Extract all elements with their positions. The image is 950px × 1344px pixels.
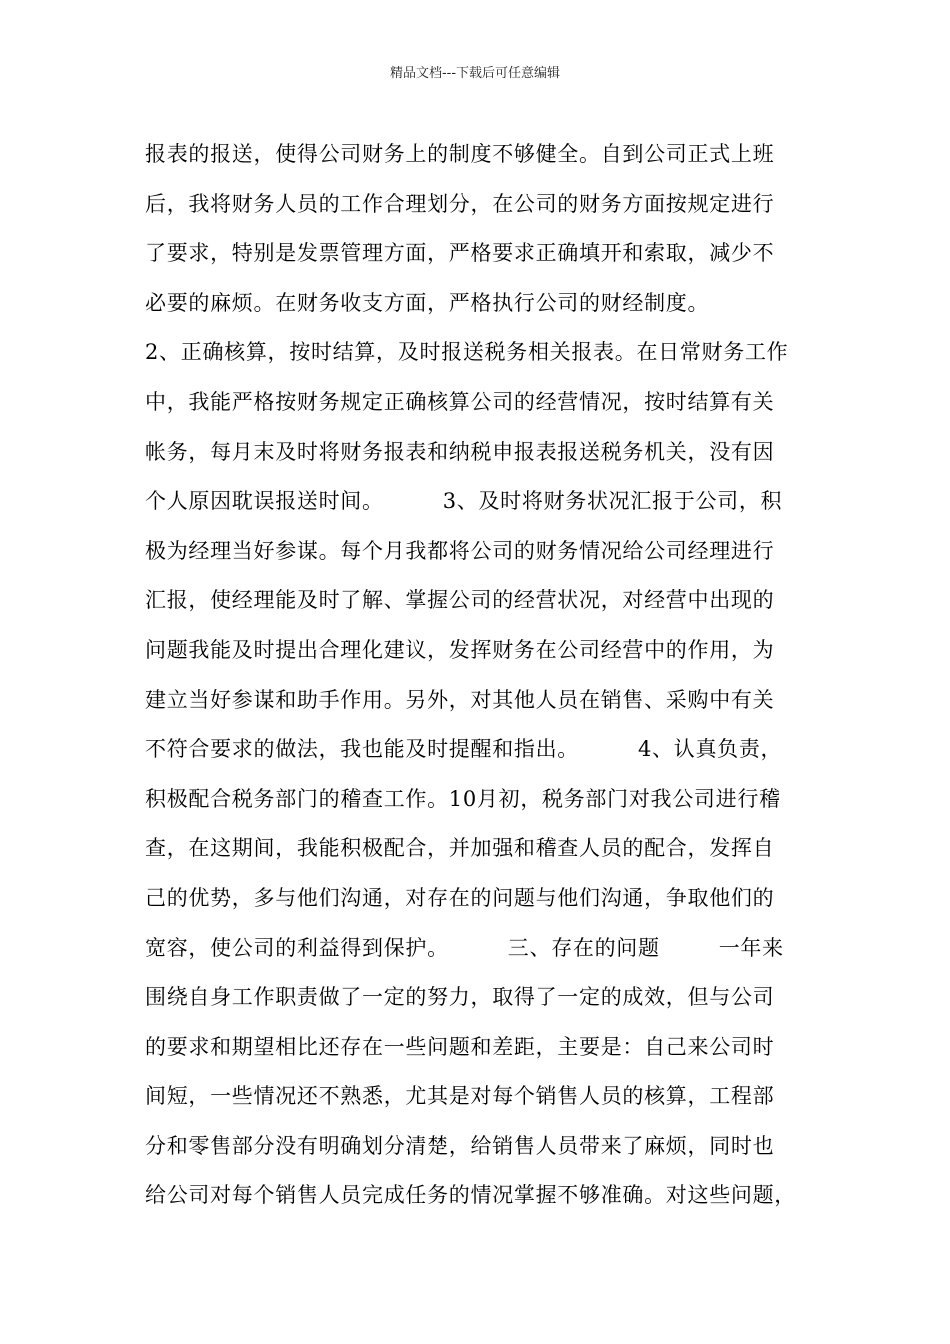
page-header: 精品文档---下载后可任意编辑 — [389, 66, 561, 81]
text-line: 查，在这期间，我能积极配合，并加强和稽查人员的配合，发挥自 — [145, 836, 775, 861]
text-line: 帐务，每月末及时将财务报表和纳税申报表报送税务机关，没有因 — [145, 439, 775, 464]
text-line: 问题我能及时提出合理化建议，发挥财务在公司经营中的作用，为 — [145, 637, 775, 662]
text-line: 给公司对每个销售人员完成任务的情况掌握不够准确。对这些问题， — [145, 1183, 796, 1208]
text-line: 的要求和期望相比还存在一些问题和差距，主要是：自己来公司时 — [145, 1034, 775, 1059]
text-line: 宽容，使公司的利益得到保护。 三、存在的问题 一年来 — [145, 935, 784, 960]
text-line: 极为经理当好参谋。每个月我都将公司的财务情况给公司经理进行 — [145, 538, 775, 563]
text-line: 围绕自身工作职责做了一定的努力，取得了一定的成效，但与公司 — [145, 985, 775, 1010]
document-body — [145, 130, 810, 1221]
text-line: 积极配合税务部门的稽查工作。10月初，税务部门对我公司进行稽 — [145, 786, 781, 811]
text-line: 后，我将财务人员的工作合理划分，在公司的财务方面按规定进行 — [145, 191, 775, 216]
text-line: 了要求，特别是发票管理方面，严格要求正确填开和索取，减少不 — [145, 241, 775, 266]
text-line: 汇报，使经理能及时了解、掌握公司的经营状况，对经营中出现的 — [145, 588, 775, 613]
text-line: 己的优势，多与他们沟通，对存在的问题与他们沟通，争取他们的 — [145, 885, 775, 910]
text-line: 间短，一些情况还不熟悉，尤其是对每个销售人员的核算，工程部 — [145, 1084, 775, 1109]
text-line: 个人原因耽误报送时间。 3、及时将财务状况汇报于公司，积 — [145, 489, 783, 514]
text-line: 中，我能严格按财务规定正确核算公司的经营情况，按时结算有关 — [145, 389, 775, 414]
text-line: 建立当好参谋和助手作用。另外，对其他人员在销售、采购中有关 — [145, 687, 775, 712]
text-line: 分和零售部分没有明确划分清楚，给销售人员带来了麻烦，同时也 — [145, 1133, 775, 1158]
text-line: 报表的报送，使得公司财务上的制度不够健全。自到公司正式上班 — [145, 142, 775, 166]
text-line: 2、正确核算，按时结算，及时报送税务相关报表。在日常财务工作 — [145, 340, 789, 365]
text-line: 必要的麻烦。在财务收支方面，严格执行公司的财经制度。 — [145, 290, 710, 315]
text-line: 不符合要求的做法，我也能及时提醒和指出。 4、认真负责， — [145, 737, 783, 762]
